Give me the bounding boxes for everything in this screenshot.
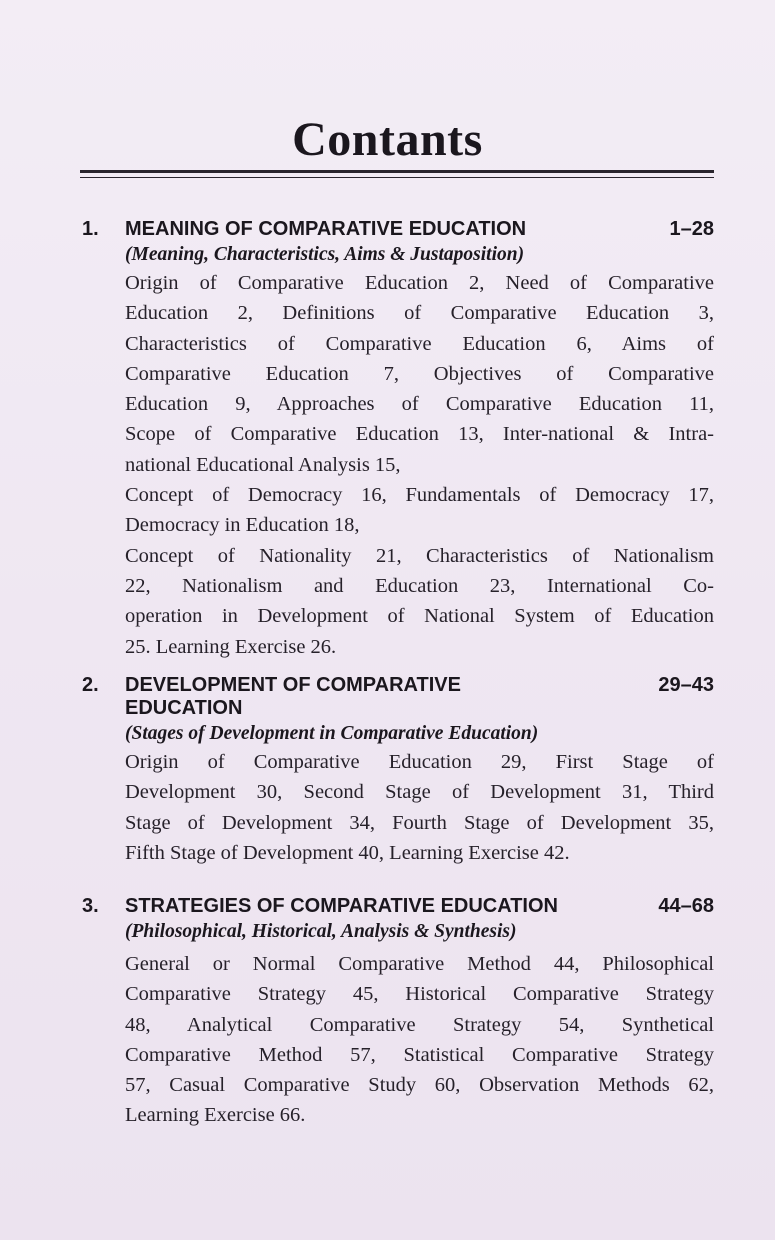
topic-line: Characteristics of Comparative Education 6, Aims of: [125, 332, 714, 355]
chapter-subtitle: (Philosophical, Historical, Analysis & Synthesis): [125, 921, 517, 942]
topic-line: Stage of Development 34, Fourth Stage of Development 35,: [125, 811, 714, 834]
topic-line: 22, Nationalism and Education 23, International Co-: [125, 574, 714, 597]
topic-line: Education 9, Approaches of Comparative Education 11,: [125, 393, 714, 416]
topic-line: General or Normal Comparative Method 44, Philosophical: [125, 953, 714, 975]
topic-line: Scope of Comparative Education 13, Inter-national & Intra-: [125, 423, 714, 446]
topic-line: Comparative Education 7, Objectives of Comparative: [125, 362, 714, 385]
page-title: Contants: [292, 113, 483, 166]
chapter-title: MEANING OF COMPARATIVE EDUCATION: [125, 218, 527, 240]
chapter-topics: [82, 268, 714, 662]
topic-line: Fifth Stage of Development 40, Learning Exercise 42.: [125, 841, 570, 864]
chapter-title: STRATEGIES OF COMPARATIVE EDUCATION: [125, 895, 558, 917]
chapter-heading: [82, 674, 714, 720]
chapter-heading: [82, 895, 714, 918]
chapter-number: 1.: [82, 218, 99, 240]
title-rule-thin: [80, 177, 714, 178]
chapter-topics: [82, 949, 714, 1131]
chapter-2-entry[interactable]: [82, 674, 714, 868]
topic-line: 25. Learning Exercise 26.: [125, 635, 337, 658]
topic-line: Concept of Democracy 16, Fundamentals of Democracy 17,: [125, 484, 714, 507]
topic-line: Concept of Nationality 21, Characteristics of Nationalism: [125, 544, 714, 567]
chapter-title: DEVELOPMENT OF COMPARATIVE EDUCATION: [125, 674, 461, 719]
chapter-topics: [82, 747, 714, 868]
topic-line: national Educational Analysis 15,: [125, 453, 401, 476]
chapter-subtitle: (Stages of Development in Comparative Education): [125, 723, 539, 744]
chapter-subtitle: (Meaning, Characteristics, Aims & Justaposition): [125, 244, 525, 265]
topic-line: Origin of Comparative Education 2, Need of Comparative: [125, 272, 714, 294]
topic-line: Democracy in Education 18,: [125, 514, 360, 537]
topic-line: 57, Casual Comparative Study 60, Observation Methods 62,: [125, 1074, 714, 1097]
topic-line: Development 30, Second Stage of Development 31, Third: [125, 781, 714, 804]
topic-line: 48, Analytical Comparative Strategy 54, Synthetical: [125, 1013, 714, 1036]
topic-line: operation in Development of National System of Education: [125, 605, 714, 628]
chapter-heading: [82, 218, 714, 241]
topic-line: Comparative Strategy 45, Historical Comparative Strategy: [125, 983, 714, 1006]
topic-line: Comparative Method 57, Statistical Comparative Strategy: [125, 1043, 714, 1066]
chapter-page-range: 44–68: [658, 895, 714, 917]
chapter-page-range: 1–28: [669, 218, 714, 240]
chapter-1-entry[interactable]: [82, 218, 714, 662]
topic-line: Origin of Comparative Education 29, First Stage of: [125, 751, 714, 773]
chapter-number: 2.: [82, 674, 99, 696]
topic-line: Education 2, Definitions of Comparative Education 3,: [125, 302, 714, 325]
chapter-page-range: 29–43: [658, 674, 714, 696]
chapter-3-entry[interactable]: [82, 895, 714, 1131]
chapter-number: 3.: [82, 895, 99, 917]
title-rule-thick: [80, 170, 714, 173]
topic-line: Learning Exercise 66.: [125, 1104, 306, 1127]
